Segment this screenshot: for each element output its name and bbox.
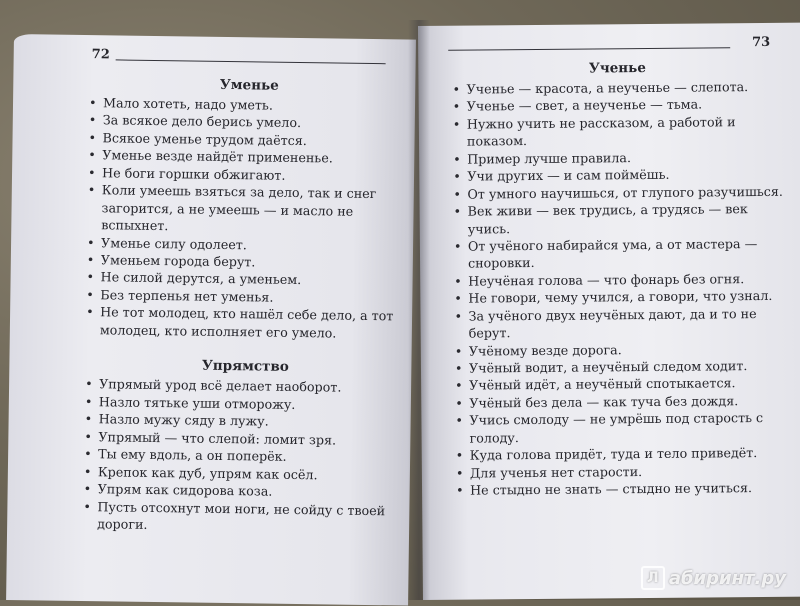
list-item: • Ученье — красота, а неученье — слепота. [452, 78, 782, 98]
list-item: • Учёному везде дорога. [455, 339, 785, 359]
header-rule-right [448, 47, 730, 50]
left-page [6, 34, 416, 606]
list-item: • Учёный идёт, а неучёный спотыкается. [455, 374, 785, 394]
labirint-logo-icon: Л [641, 566, 665, 590]
right-page-content [452, 59, 786, 500]
list-item: • Назло мужу сяду в лужу. [85, 410, 405, 432]
list-item: • Куда голова придёт, туда и тело приведёт. [456, 444, 786, 464]
right-page [418, 23, 800, 600]
list-item: • Ученье — свет, а неученье — тьма. [453, 95, 783, 115]
list-item: • Учёный водит, а неучёный следом ходит. [455, 357, 785, 377]
watermark [641, 566, 786, 590]
list-item: • За учёного двух неучёных дают, да и то не берут. [454, 305, 784, 342]
proverb-list [452, 78, 786, 499]
list-item: • Уменье силу одолеет. [87, 234, 407, 256]
list-item: • За всякое дело берись умело. [89, 112, 409, 134]
left-page-content [83, 75, 409, 537]
list-item: • Пусть отсохнут мои ноги, не сойду с твоей дороги. [83, 498, 403, 537]
list-item: • Ты ему вдоль, а он поперёк. [84, 445, 404, 467]
list-item: • Крепок как дуб, упрям как осёл. [84, 463, 404, 485]
list-item: • Назло тятьке уши отморожу. [85, 393, 405, 415]
list-item: • От учёного набирайся ума, а от мастера — сноровки. [454, 235, 784, 272]
list-item: • Без терпенья нет уменья. [86, 286, 406, 308]
list-item: • Мало хотеть, надо уметь. [89, 94, 409, 116]
list-item: • Учёный без дела — как туча без дождя. [455, 392, 785, 412]
list-item: • Не силой дерутся, а уменьем. [86, 269, 406, 291]
watermark-text: абиринт.ру [668, 567, 786, 589]
list-item: • Не говори, чему учился, а говори, что узнал. [454, 287, 784, 307]
list-item: • Уменьем города берут. [87, 251, 407, 273]
section-upryamstvo [83, 356, 405, 536]
list-item: • Век живи — век трудись, а трудясь — век учись. [454, 200, 784, 237]
list-item: • Упрямый — что слепой: ломит зря. [84, 428, 404, 450]
section-uchenie [452, 59, 786, 499]
section-title: Упрямство [201, 357, 289, 376]
section-title: Уменье [219, 76, 279, 94]
list-item: • Коли умеешь взяться за дело, так и снег загорится, а не умеешь — и масло не вспыхнет. [87, 181, 408, 237]
list-item: • Неучёная голова — что фонарь без огня. [454, 270, 784, 290]
list-item: • От умного научишься, от глупого разучишься. [453, 183, 783, 203]
list-item: • Пример лучше правила. [453, 148, 783, 168]
proverb-list [86, 94, 409, 342]
list-item: • Упрямый урод всё делает наоборот. [85, 375, 405, 397]
list-item: • Не боги горшки обжигают. [88, 164, 408, 186]
list-item: • Для ученья нет старости. [456, 462, 786, 482]
list-item: • Уменье везде найдёт примененье. [88, 147, 408, 169]
list-item: • Упрям как сидорова коза. [84, 480, 404, 502]
list-item: • Всякое уменье трудом даётся. [88, 129, 408, 151]
section-umenie [86, 75, 410, 342]
list-item: • Нужно учить не рассказом, а работой и показом. [453, 113, 783, 150]
list-item: • Не тот молодец, кто нашёл себе дело, а тот молодец, кто исполняет его умело. [86, 303, 406, 342]
proverb-list [83, 375, 405, 536]
list-item: • Учись смолоду — не умрёшь под старость с голоду. [455, 409, 785, 446]
section-title: Ученье [588, 60, 646, 77]
page-number-left: 72 [91, 47, 110, 63]
list-item: • Учи других — и сам поймёшь. [453, 165, 783, 185]
page-number-right: 73 [751, 34, 771, 51]
header-rule-left [116, 59, 386, 64]
list-item: • Не стыдно не знать — стыдно не учиться. [456, 479, 786, 499]
